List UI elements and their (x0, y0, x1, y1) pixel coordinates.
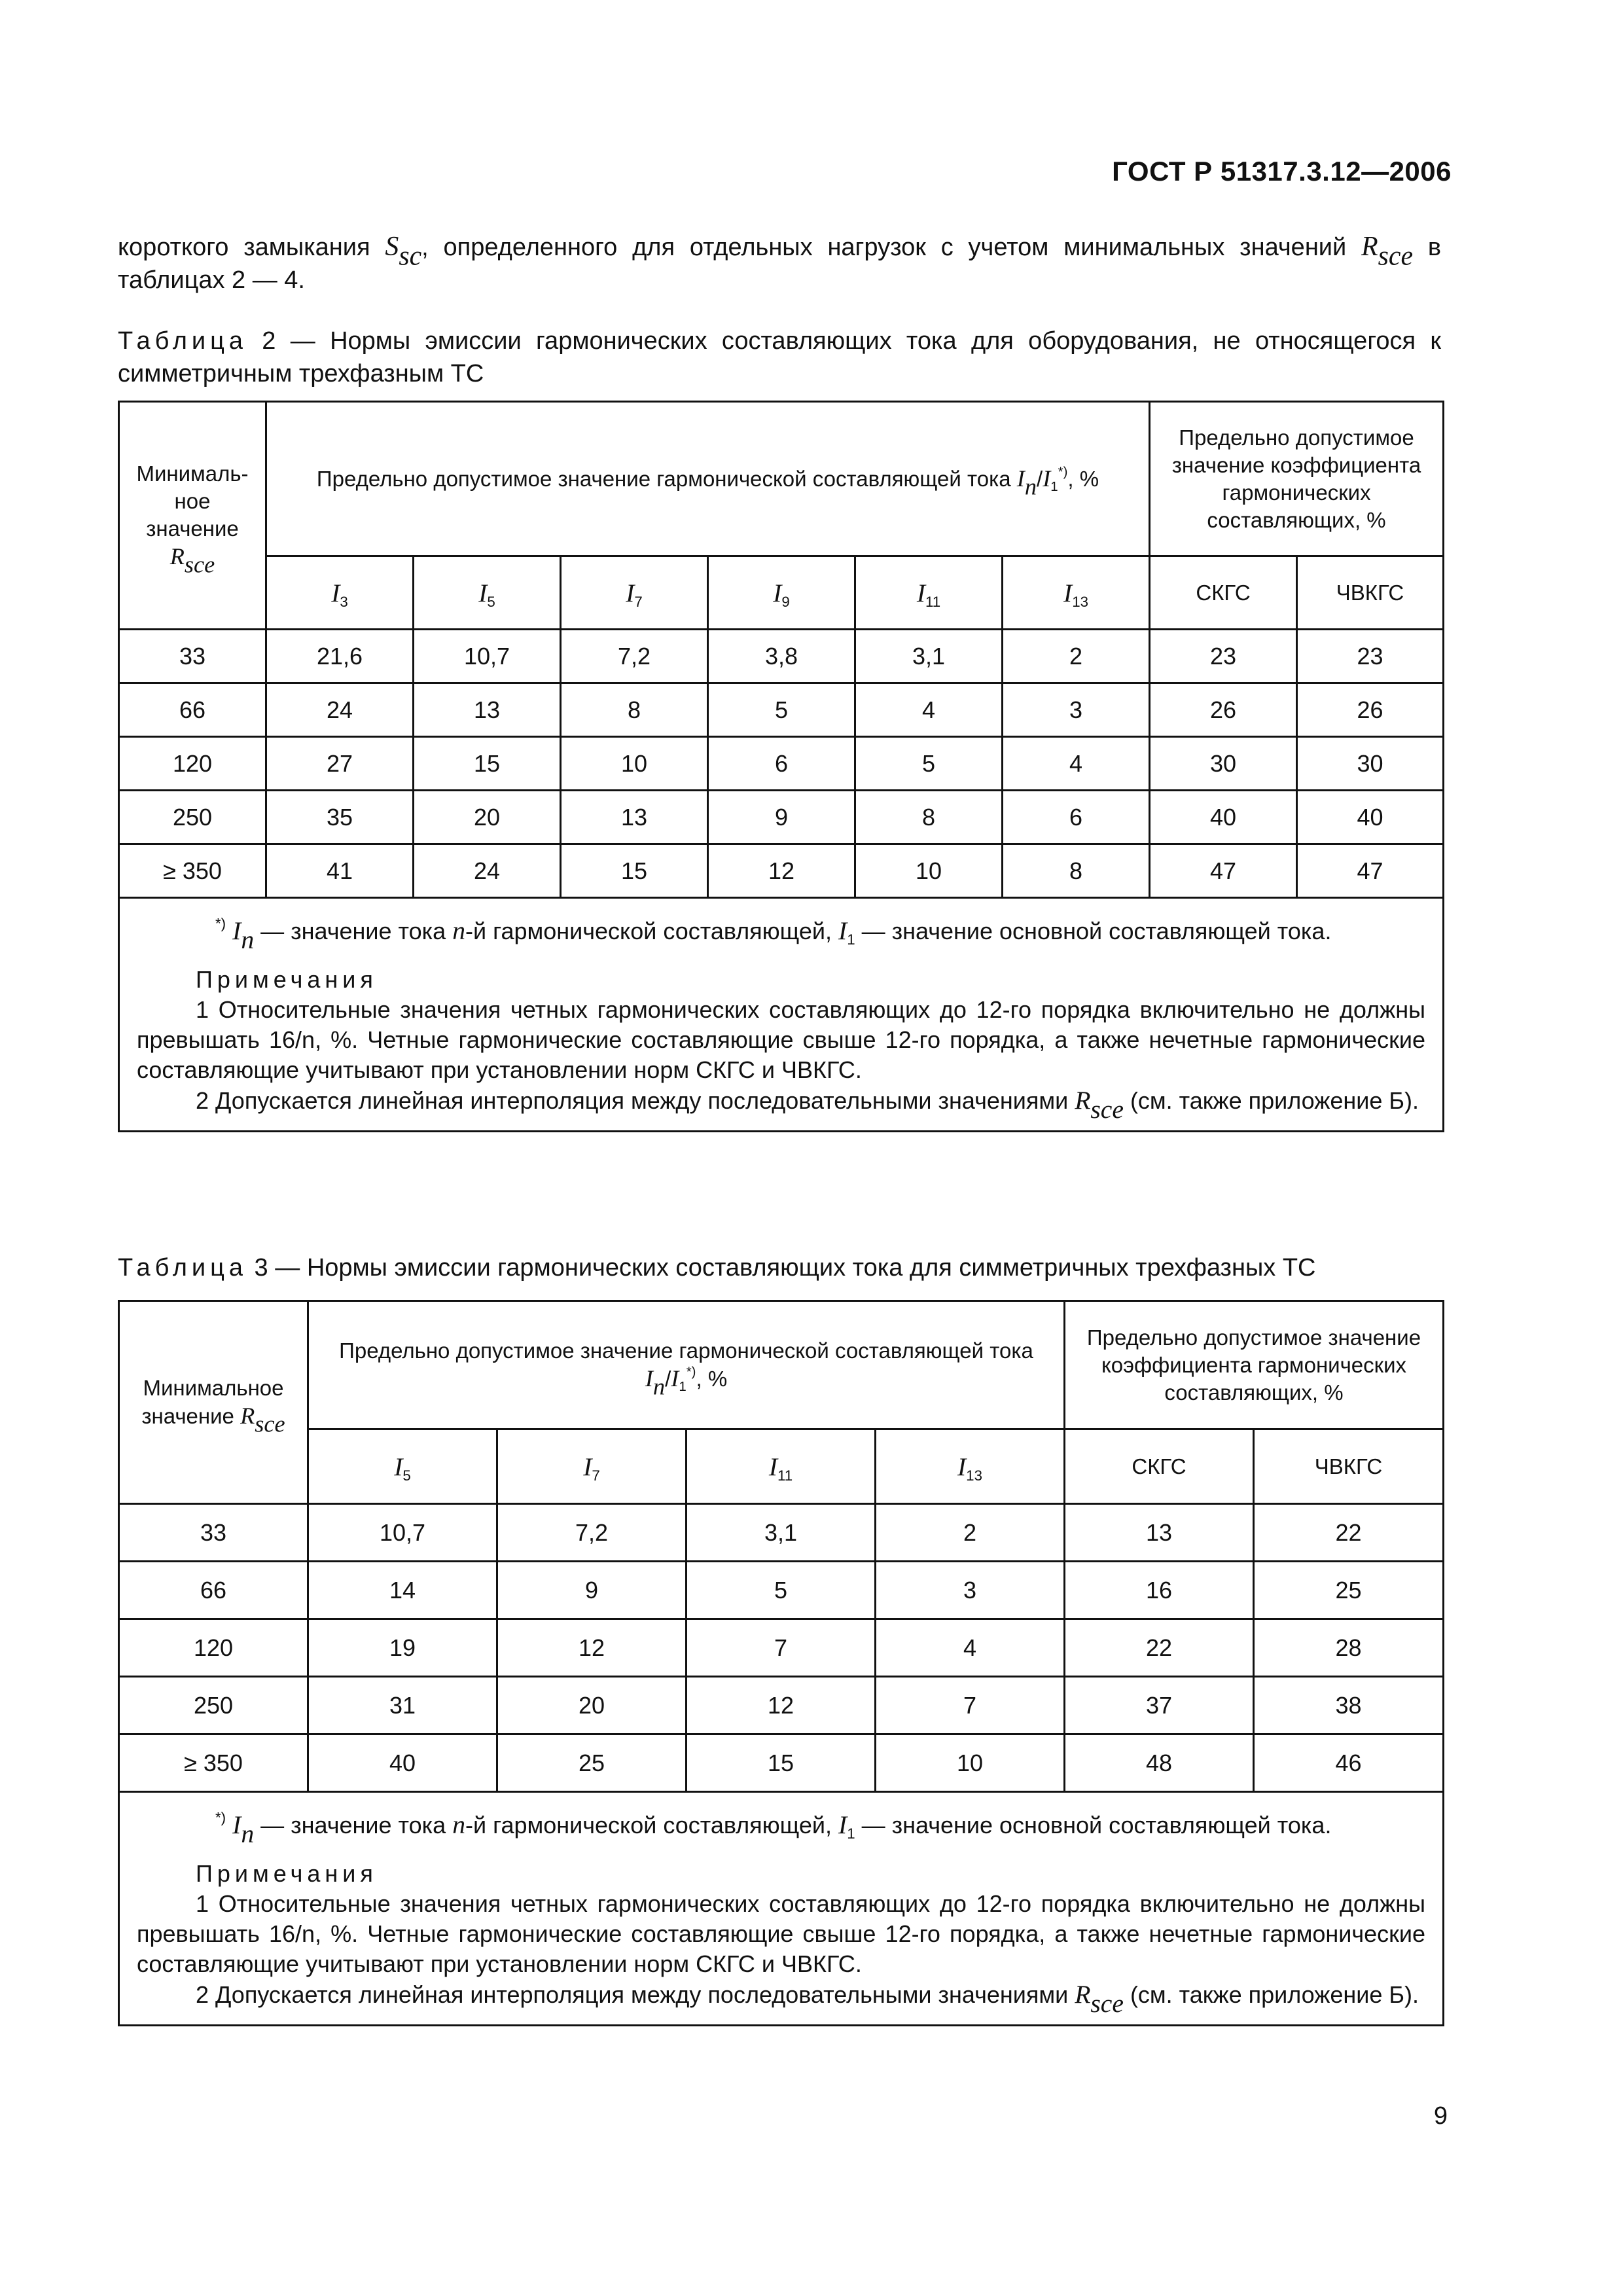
table2-header-min-rsce: Минималь-ное значение $R_{sce}$ (119, 402, 266, 630)
table2-cell: 21,6 (266, 630, 414, 683)
table2-header-coeff-limit: Предельно допустимое значение коэффициента гармонических составляющих, % (1150, 402, 1444, 556)
table3-cell: ≥ 350 (119, 1734, 308, 1792)
table3-header-harmonic-limit: Предельно допустимое значение гармонической составляющей тока $I_n/I_1^{*)}$, % (308, 1301, 1065, 1429)
table2-cell: 12 (708, 844, 855, 898)
table3-header-min-rsce: Минимальное значение $R_{sce}$ (119, 1301, 308, 1504)
table3-cell: 28 (1254, 1619, 1444, 1677)
table2-cell: 2 (1003, 630, 1150, 683)
table3-cell: 38 (1254, 1677, 1444, 1734)
table2-header-skgs: СКГС (1150, 556, 1297, 630)
table3-cell: 22 (1065, 1619, 1254, 1677)
table3-header-chvkgs: ЧВКГС (1254, 1429, 1444, 1504)
table3-note-1: 1 Относительные значения четных гармонических составляющих до 12-го порядка включительно не должны превышать 16/n, %. Четные гармонические составляющие свыше 12-го порядка, а также нечетные гармонические составляющие учитывают при установлении норм СКГС и ЧВКГС. (137, 1890, 1425, 1977)
table3-cell: 7 (876, 1677, 1065, 1734)
table3-header-harmonic: $I_5$ (308, 1429, 497, 1504)
table2-cell: 20 (414, 791, 561, 844)
table2-cell: 6 (708, 737, 855, 791)
table3-cell: 9 (497, 1562, 687, 1619)
table2-cell: 8 (855, 791, 1003, 844)
table2-cell: 4 (1003, 737, 1150, 791)
table3-cell: 33 (119, 1504, 308, 1562)
table3-row (119, 1734, 1444, 1792)
table2-cell: 5 (855, 737, 1003, 791)
table2-cell: 8 (1003, 844, 1150, 898)
table2-cell: 35 (266, 791, 414, 844)
table3-cell: 31 (308, 1677, 497, 1734)
table3-header-harmonic: $I_{11}$ (687, 1429, 876, 1504)
table2-cell: 40 (1297, 791, 1444, 844)
table2-cell: 250 (119, 791, 266, 844)
table3-cell: 3 (876, 1562, 1065, 1619)
table3-cell: 25 (497, 1734, 687, 1792)
table2-note-2: 2 Допускается линейная интерполяция между последовательными значениями $R_{sce}$ (см. также приложение Б). (196, 1086, 1419, 1124)
table3-cell: 2 (876, 1504, 1065, 1562)
table2-footnote: *) $I_n$ — значение тока n-й гармонической составляющей, $I_1$ — значение основной составляющей тока. (215, 915, 1332, 954)
table3-row (119, 1677, 1444, 1734)
table2-cell: 33 (119, 630, 266, 683)
table3-header-coeff-limit: Предельно допустимое значение коэффициента гармонических составляющих, % (1065, 1301, 1444, 1429)
table2-cell: 8 (561, 683, 708, 737)
table2-cell: 24 (266, 683, 414, 737)
page-number: 9 (1433, 2102, 1448, 2130)
table2-cell: ≥ 350 (119, 844, 266, 898)
table3-row (119, 1619, 1444, 1677)
table2-cell: 3 (1003, 683, 1150, 737)
table2-cell: 15 (561, 844, 708, 898)
table2-cell: 120 (119, 737, 266, 791)
table3-header-skgs: СКГС (1065, 1429, 1254, 1504)
table2-cell: 4 (855, 683, 1003, 737)
table2-body (119, 630, 1444, 898)
table2-cell: 10 (561, 737, 708, 791)
table3-cell: 13 (1065, 1504, 1254, 1562)
table2-header-harmonic: $I_{11}$ (855, 556, 1003, 630)
table3-cell: 19 (308, 1619, 497, 1677)
table2-cell: 47 (1297, 844, 1444, 898)
table3-cell: 5 (687, 1562, 876, 1619)
table3-cell: 40 (308, 1734, 497, 1792)
table2-cell: 27 (266, 737, 414, 791)
table3-cell: 12 (497, 1619, 687, 1677)
table2-header-chvkgs: ЧВКГС (1297, 556, 1444, 630)
table3-cell: 14 (308, 1562, 497, 1619)
table2-cell: 13 (414, 683, 561, 737)
table2-header-harmonic: $I_{13}$ (1003, 556, 1150, 630)
table2-cell: 24 (414, 844, 561, 898)
table2 (118, 401, 1444, 1132)
table2-header-harmonic: $I_9$ (708, 556, 855, 630)
table2-cell: 66 (119, 683, 266, 737)
table3-cell: 10 (876, 1734, 1065, 1792)
table3-body (119, 1504, 1444, 1792)
table3-cell: 12 (687, 1677, 876, 1734)
table2-caption: Таблица 2 — Нормы эмиссии гармонических составляющих тока для оборудования, не относящегося к симметричным трехфазным ТС (118, 327, 1441, 387)
table2-row (119, 791, 1444, 844)
table3-cell: 46 (1254, 1734, 1444, 1792)
table3-cell: 10,7 (308, 1504, 497, 1562)
table2-row (119, 844, 1444, 898)
table3-cell: 120 (119, 1619, 308, 1677)
table2-cell: 5 (708, 683, 855, 737)
table2-cell: 10,7 (414, 630, 561, 683)
table2-cell: 6 (1003, 791, 1150, 844)
table2-cell: 15 (414, 737, 561, 791)
table3-notes (119, 1792, 1444, 2026)
table2-cell: 47 (1150, 844, 1297, 898)
table2-cell: 3,1 (855, 630, 1003, 683)
table2-cell: 13 (561, 791, 708, 844)
table3-row (119, 1504, 1444, 1562)
table2-cell: 10 (855, 844, 1003, 898)
table2-cell: 26 (1297, 683, 1444, 737)
table2-header-harmonic: $I_7$ (561, 556, 708, 630)
table2-header-harmonic: $I_5$ (414, 556, 561, 630)
table2-cell: 7,2 (561, 630, 708, 683)
table3-cell: 7,2 (497, 1504, 687, 1562)
table3-notes-title: Примечания (196, 1860, 378, 1887)
table3-cell: 250 (119, 1677, 308, 1734)
table2-header-harmonic: $I_3$ (266, 556, 414, 630)
table3-cell: 66 (119, 1562, 308, 1619)
table3-cell: 7 (687, 1619, 876, 1677)
table2-cell: 41 (266, 844, 414, 898)
table2-header-harmonic-limit: Предельно допустимое значение гармонической составляющей тока $I_n/I_1^{*)}$, % (266, 402, 1150, 556)
table2-cell: 23 (1297, 630, 1444, 683)
table2-cell: 9 (708, 791, 855, 844)
table2-cell: 26 (1150, 683, 1297, 737)
standard-number: ГОСТ Р 51317.3.12—2006 (1112, 156, 1452, 187)
table3-footnote: *) $I_n$ — значение тока n-й гармонической составляющей, $I_1$ — значение основной составляющей тока. (215, 1809, 1332, 1848)
table2-cell: 40 (1150, 791, 1297, 844)
table3-cell: 4 (876, 1619, 1065, 1677)
table2-notes-title: Примечания (196, 966, 378, 993)
table2-notes (119, 898, 1444, 1132)
table3-note-2: 2 Допускается линейная интерполяция между последовательными значениями $R_{sce}$ (см. также приложение Б). (196, 1980, 1419, 2018)
table3-header-harmonic: $I_{13}$ (876, 1429, 1065, 1504)
table3 (118, 1300, 1444, 2026)
table3-row (119, 1562, 1444, 1619)
table3-cell: 37 (1065, 1677, 1254, 1734)
table2-cell: 3,8 (708, 630, 855, 683)
intro-paragraph: короткого замыкания $S_{sc}$, определенного для отдельных нагрузок с учетом минимальных значений $R_{sce}$ в таблицах 2 — 4. (118, 232, 1442, 294)
table3-cell: 25 (1254, 1562, 1444, 1619)
table3-cell: 15 (687, 1734, 876, 1792)
table2-note-1: 1 Относительные значения четных гармонических составляющих до 12-го порядка включительно не должны превышать 16/n, %. Четные гармонические составляющие свыше 12-го порядка, а также нечетные гармонические составляющие учитывают при установлении норм СКГС и ЧВКГС. (137, 996, 1426, 1083)
table3-cell: 16 (1065, 1562, 1254, 1619)
table2-row (119, 737, 1444, 791)
table3-cell: 22 (1254, 1504, 1444, 1562)
table3-cell: 48 (1065, 1734, 1254, 1792)
table3-cell: 20 (497, 1677, 687, 1734)
table2-row (119, 683, 1444, 737)
table2-cell: 30 (1150, 737, 1297, 791)
table3-header-harmonic: $I_7$ (497, 1429, 687, 1504)
table3-cell: 3,1 (687, 1504, 876, 1562)
table3-caption: Таблица 3 — Нормы эмиссии гармонических составляющих тока для симметричных трехфазных ТС (118, 1254, 1316, 1282)
table2-cell: 30 (1297, 737, 1444, 791)
table2-cell: 23 (1150, 630, 1297, 683)
table2-row (119, 630, 1444, 683)
